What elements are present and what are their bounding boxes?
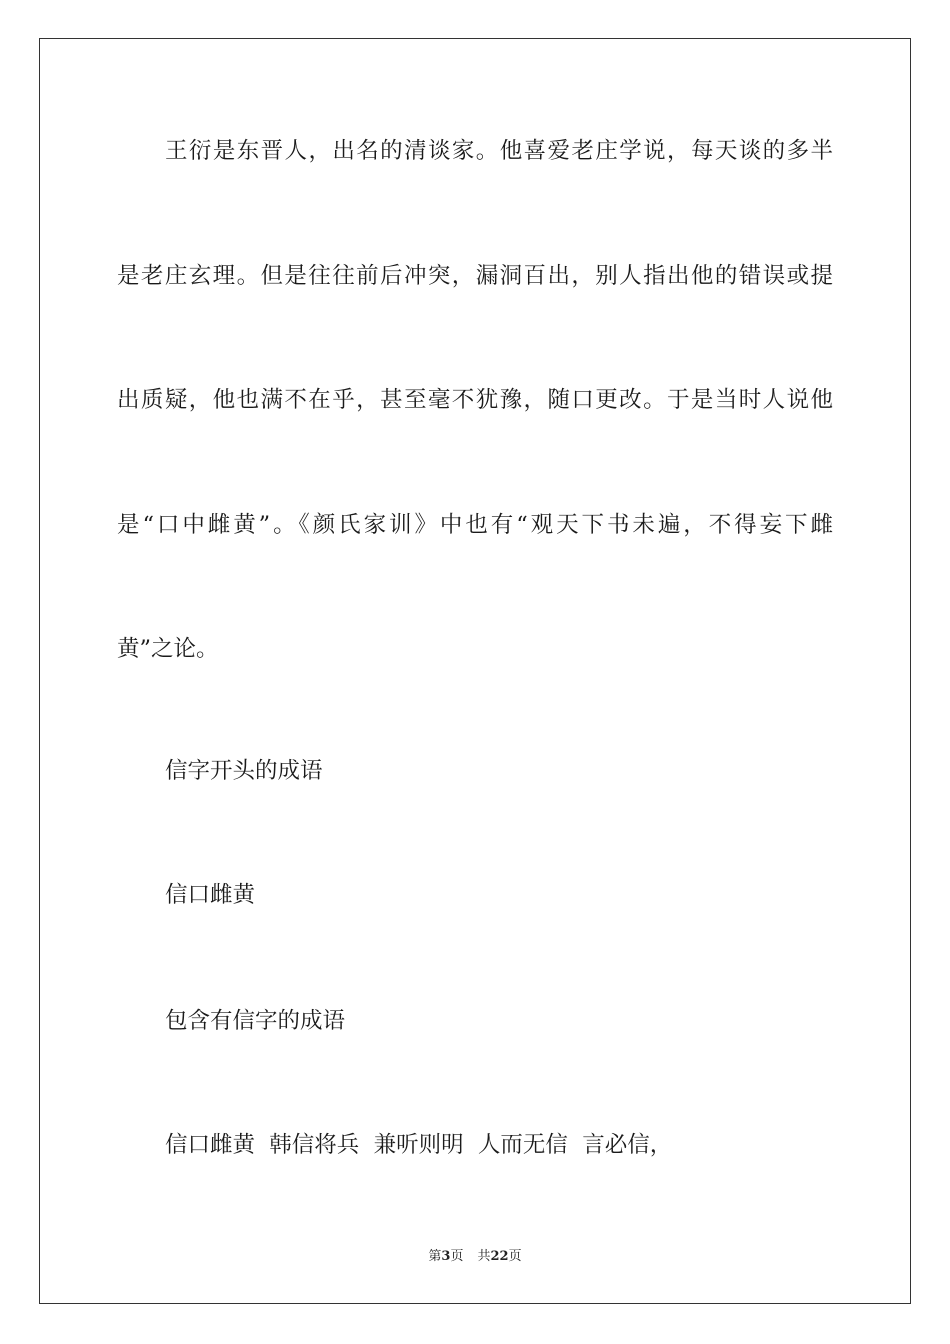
footer-total-pages: 22: [490, 1249, 509, 1264]
footer-total-prefix: 共: [477, 1249, 491, 1264]
footer-page-prefix: 第: [428, 1249, 442, 1264]
paragraph-line-5: 黄”之论。: [117, 636, 219, 662]
paragraph-line-4: 是“口中雌黄”。《颜氏家训》中也有“观天下书未遍，不得妄下雌: [117, 511, 833, 538]
idiom-starting: 信口雌黄: [165, 882, 256, 908]
paragraph-line-2: 是老庄玄理。但是往往前后冲突，漏洞百出，别人指出他的错误或提: [117, 262, 833, 289]
footer-page-suffix: 页: [450, 1249, 464, 1264]
footer-page-number: 3: [441, 1249, 451, 1264]
story-paragraph: [117, 89, 833, 712]
paragraph-line-1: 王衍是东晋人，出名的清谈家。他喜爱老庄学说，每天谈的多半: [165, 138, 833, 164]
heading-containing-idioms: 包含有信字的成语: [165, 1008, 346, 1034]
idiom-list-containing: 信口雌黄 韩信将兵 兼听则明 人而无信 言必信，: [165, 1132, 673, 1158]
page-footer: [0, 1248, 950, 1266]
paragraph-line-3: 出质疑，他也满不在乎，甚至毫不犹豫，随口更改。于是当时人说他: [117, 387, 833, 413]
heading-starting-idioms: 信字开头的成语: [165, 758, 323, 784]
footer-total-suffix: 页: [508, 1249, 522, 1264]
